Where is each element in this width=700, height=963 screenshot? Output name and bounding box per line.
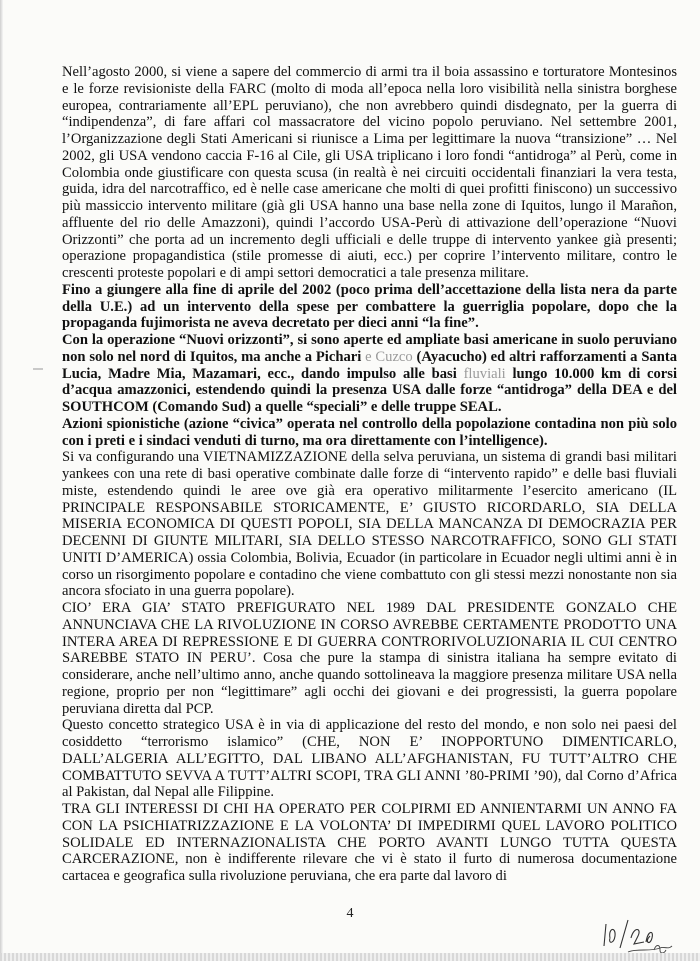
- paragraph-text: Questo concetto strategico USA è in via di applicazione del resto del mondo, e non solo nei paesi del cosiddetto “terrorismo islamico” (CHE, NON E’ INOPPORTUNO DIMENTICARLO, DALL’ALGERIA ALL’EGITTO, DAL LIBANO ALL’AFGHANISTAN, FU TUTT’ALTRO CHE COMBATTUTO SEVVA A TUTT’ALTRI SCOPI, TRA GLI ANNI ’80-PRIMI ’90), dal Corno d’Africa al Pakistan, dal Nepal alle Filippine.: [62, 717, 677, 801]
- paragraph: [62, 801, 677, 885]
- paragraph-text: (Ayacucho) ed altri rafforzamenti a Santa Lucia, Madre Mia, Mazamari, ecc., dando impulso alle basi: [62, 348, 678, 382]
- paragraph-text: Azioni spionistiche (azione “civica” operata nel controllo della popolazione contadina non più solo con i preti e i sindaci venduti di turno, ma ora direttamente con l’intelligence).: [62, 415, 677, 449]
- body-text: [62, 64, 677, 885]
- paragraph-text: Si va configurando una VIETNAMIZZAZIONE della selva peruviana, un sistema di grandi basi militari yankees con una rete di basi operative combinate dalle forze di “intervento rapido” e delle basi fluviali miste, estendendo quindi le aree ove già era operativo militarmente l’esercito americano (IL PRINCIPALE RESPONSABILE STORICAMENTE, E’ GIUSTO RICORDARLO, SIA DELLA MISERIA ECONOMICA DI QUESTI POPOLI, SIA DELLA MANCANZA DI DEMOCRAZIA PER DECENNI DI GIUNTE MILITARI, SIA DELLO STESSO NARCOTRAFFICO, SONO GLI STATI UNITI D’AMERICA) ossia Colombia, Bolivia, Ecuador (in particolare in Ecuador negli ultimi anni è in corso un risorgimento popolare e contadino che viene combattuto con gli stessi mezzi nonostante non sia ancora sfociato in una guerra popolare).: [62, 449, 677, 600]
- handwritten-signature: [598, 908, 678, 958]
- faint-text: e Cuzco: [365, 348, 413, 365]
- paragraph-text: Con la operazione “Nuovi orizzonti”, si sono aperte ed ampliate basi americane in suolo peruviano non solo nel nord di Iquitos, ma anche a Pichari: [62, 332, 677, 365]
- paragraph: [62, 282, 677, 332]
- page-number: 4: [346, 906, 354, 921]
- paragraph: [62, 449, 677, 600]
- paragraph: [62, 600, 677, 717]
- paragraph: [62, 717, 677, 801]
- paragraph: [62, 332, 677, 416]
- signature-icon: [598, 908, 678, 958]
- paragraph-text: lungo 10.000 km di corsi d’acqua amazzonici, estendendo quindi la presenza USA dalle forze “antidroga” della DEA e del SOUTHCOM (Comando Sud) a quelle “speciali” e delle truppe SEAL.: [62, 365, 678, 415]
- paragraph: [62, 416, 677, 450]
- paragraph-text: TRA GLI INTERESSI DI CHI HA OPERATO PER COLPIRMI ED ANNIENTARMI UN ANNO FA CON LA PSICHIATRIZZAZIONE E LA VOLONTA’ DI IMPEDIRMI QUEL LAVORO POLITICO SOLIDALE ED INTERNAZIONALISTA CHE PORTO AVANTI LUNGO TUTTA QUESTA CARCERAZIONE, non è indifferente rilevare che vi è stato il furto di numerosa documentazione cartacea e geografica sulla rivoluzione peruviana, che era parte dal lavoro di: [62, 801, 677, 884]
- scan-edge-left: [0, 0, 3, 961]
- paragraph-text: Fino a giungere alla fine di aprile del 2002 (poco prima dell’accettazione della lista nera da parte della U.E.) ad un intervento della spese per combattere la guerriglia popolare, dopo che la propaganda fujimorista ne aveva decretato per dieci anni “la fine”.: [62, 281, 677, 332]
- faint-text: fluviali: [463, 365, 506, 382]
- paragraph-text: CIO’ ERA GIA’ STATO PREFIGURATO NEL 1989 DAL PRESIDENTE GONZALO CHE ANNUNCIAVA CHE LA RIVOLUZIONE IN CORSO AVREBBE CERTAMENTE PRODOTTO UNA INTERA AREA DI REPRESSIONE E DI GUERRA CONTRORIVOLUZIONARIA IL CUI CENTRO SAREBBE STATO IN PERU’. Cosa che pure la stampa di sinistra italiana ha sempre evitato di considerare, anche nell’ultimo anno, anche quando sottolineava la maggiore presenza militare USA nella regione, proprio per non “legittimare” agli occhi dei giovani e dei progressisti, la guerra popolare peruviana diretta dal PCP.: [62, 600, 677, 717]
- margin-mark: [33, 368, 43, 370]
- paragraph: [62, 64, 677, 282]
- paragraph-text: Nell’agosto 2000, si viene a sapere del commercio di armi tra il boia assassino e torturatore Montesinos e le forze revisioniste della FARC (molto di moda all’epoca nella loro visibilità nella sinistra borghese europea, contrariamente all’EPL peruviano), che non avrebbero quindi disdegnato, per la guerra di “indipendenza”, di fare affari col massacratore del vicino popolo peruviano. Nel settembre 2001, l’Organizzazione degli Stati Americani si riunisce a Lima per legittimare la nuova “transizione” … Nel 2002, gli USA vendono caccia F-16 al Cile, gli USA triplicano i loro fondi “antidroga” al Perù, come in Colombia onde giustificare con questa scusa (in realtà è nei circuiti occidentali finanziari la vera testa, guida, idra del narcotraffico, ed è nelle case americane che molti di quei profitti finiscono) un successivo più massiccio intervento militare (già gli USA hanno una base nella zone di Iquitos, lungo il Marañon, affluente del rio delle Amazzoni), quindi l’accordo USA-Perù di attivazione dell’operazione “Nuovi Orizzonti” che porta ad un incremento degli ufficiali e delle truppe di intervento yankee già presenti; operazione propagandistica (stile promesse di aiuti, ecc.) per coprire l’intervento militare, contro le crescenti proteste popolari e di ampi settori democratici a tale presenza militare.: [62, 64, 677, 281]
- scan-edge-bottom: [0, 953, 700, 961]
